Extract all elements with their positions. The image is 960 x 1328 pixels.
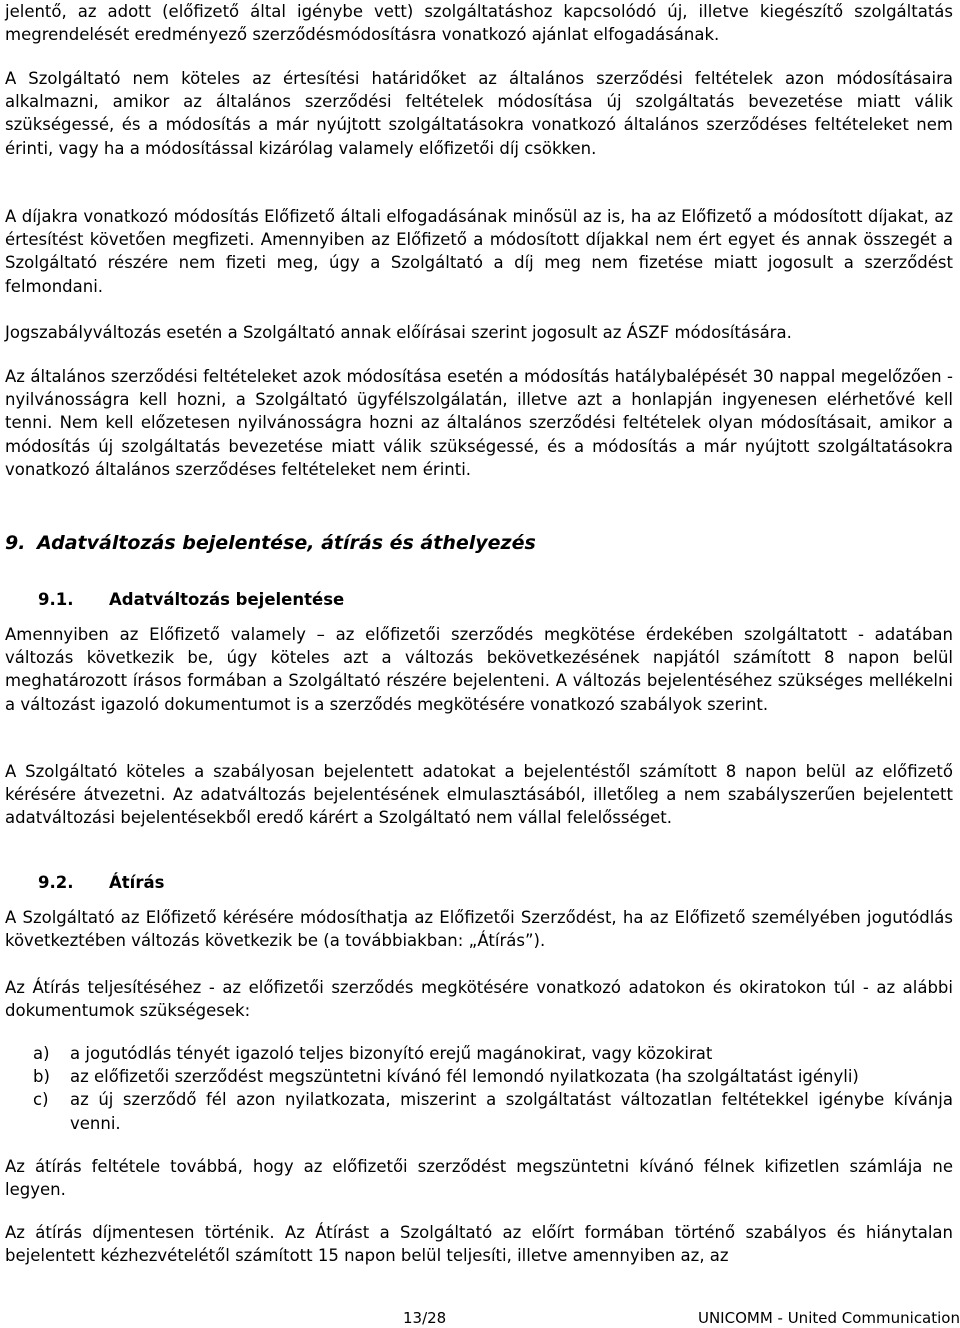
document-list	[5, 1042, 953, 1135]
paragraph: Az általános szerződési feltételeket azok módosítása esetén a módosítás hatálybalépését 30 nappal megelőzően - nyilvánosságra kell hozni, a Szolgáltató ügyfélszolgálatán, illetve azt a honlapján ingyenesen elérhetővé kell tenni. Nem kell előzetesen nyilvánosságra hozni az általános szerződési feltételek olyan módosításait, amikor a módosítás új szolgáltatás bevezetése miatt válik szükségessé, és a módosítás a már nyújtott szolgáltatásokra vonatkozó általános szerződéses feltételeket nem érinti.	[5, 367, 953, 479]
subsection-heading	[38, 873, 164, 892]
section-number: 9.	[5, 532, 26, 554]
paragraph: A díjakra vonatkozó módosítás Előfizető általi elfogadásának minősül az is, ha az Előfizető a módosított díjakat, az értesítést követően megfizeti. Amennyiben az Előfizető a módosított díjakkal nem ért egyet és annak összegét a Szolgáltató részére nem fizeti meg, úgy a Szolgáltató a díj meg nem fizetése miatt jogosult a szerződést felmondani.	[5, 207, 953, 296]
list-marker: b)	[33, 1067, 50, 1087]
list-item-text: az új szerződő fél azon nyilatkozata, miszerint a szolgáltatást változatlan feltétekkel igénybe kívánja venni.	[70, 1090, 953, 1133]
subsection-heading	[38, 590, 344, 609]
section-heading	[5, 532, 536, 554]
paragraph: Amennyiben az Előfizető valamely – az előfizetői szerződés megkötése érdekében szolgáltatott - adatában változás következik be, úgy köteles azt a változás bekövetkezésének napjától számított 8 napon belül meghatározott írásos formában a Szolgáltató részére bejelenteni. A változás bejelentéséhez szükséges mellékelni a változást igazoló dokumentumot is a szerződés megkötésére vonatkozó szabályok szerint.	[5, 625, 953, 714]
page-number: 13/28	[403, 1309, 447, 1327]
paragraph: jelentő, az adott (előfizető által igénybe vett) szolgáltatáshoz kapcsolódó új, illetve kiegészítő szolgáltatás megrendelését eredményező szerződésmódosításra vonatkozó ajánlat elfogadásának.	[5, 2, 953, 45]
list-item	[5, 1065, 953, 1088]
subsection-number: 9.2.	[38, 873, 74, 892]
paragraph: A Szolgáltató az Előfizető kérésére módosíthatja az Előfizetői Szerződést, ha az Előfizető személyében jogutódlás következtében változás következik be (a továbbiakban: „Átírás”).	[5, 908, 953, 951]
subsection-title: Átírás	[109, 873, 165, 892]
list-item	[5, 1088, 953, 1134]
paragraph: A Szolgáltató köteles a szabályosan bejelentett adatokat a bejelentéstől számított 8 napon belül az előfizető kérésére átvezetni. Az adatváltozás bejelentésének elmulasztásából, illetőleg a nem szabályszerűen bejelentett adatváltozási bejelentésekből eredő kárért a Szolgáltató nem vállal felelősséget.	[5, 762, 953, 828]
subsection-title: Adatváltozás bejelentése	[109, 590, 345, 609]
subsection-number: 9.1.	[38, 590, 74, 609]
paragraph: Jogszabályváltozás esetén a Szolgáltató annak előírásai szerint jogosult az ÁSZF módosítására.	[5, 323, 792, 342]
list-item-text: az előfizetői szerződést megszüntetni kívánó fél lemondó nyilatkozata (ha szolgáltatást igényli)	[70, 1067, 859, 1087]
list-item-text: a jogutódlás tényét igazoló teljes bizonyító erejű magánokirat, vagy közokirat	[70, 1044, 713, 1063]
paragraph: Az átírás díjmentesen történik. Az Átírást a Szolgáltató az előírt formában történő szabályos és hiánytalan bejelentett kézhezvételétől számított 15 napon belül teljesíti, illetve amennyiben az, az	[5, 1223, 953, 1266]
paragraph: Az átírás feltétele továbbá, hogy az előfizetői szerződést megszüntetni kívánó félnek kifizetlen számlája ne legyen.	[5, 1157, 953, 1200]
footer-company: UNICOMM - United Communication	[697, 1309, 960, 1327]
list-item	[5, 1042, 953, 1065]
list-marker: c)	[33, 1090, 49, 1110]
paragraph: A Szolgáltató nem köteles az értesítési határidőket az általános szerződési feltételek azon módosításaira alkalmazni, amikor az általános szerződési feltételek módosítása új szolgáltatás bevezetése miatt válik szükségessé, és a módosítás a már nyújtott szolgáltatásokra vonatkozó általános szerződéses feltételeket nem érinti, vagy ha a módosítással kizárólag valamely előfizetői díj csökken.	[5, 69, 953, 158]
paragraph: Az Átírás teljesítéséhez - az előfizetői szerződés megkötésére vonatkozó adatokon és okiratokon túl - az alábbi dokumentumok szükségesek:	[5, 978, 953, 1021]
section-title: Adatváltozás bejelentése, átírás és áthelyezés	[37, 532, 536, 554]
list-marker: a)	[33, 1044, 50, 1063]
